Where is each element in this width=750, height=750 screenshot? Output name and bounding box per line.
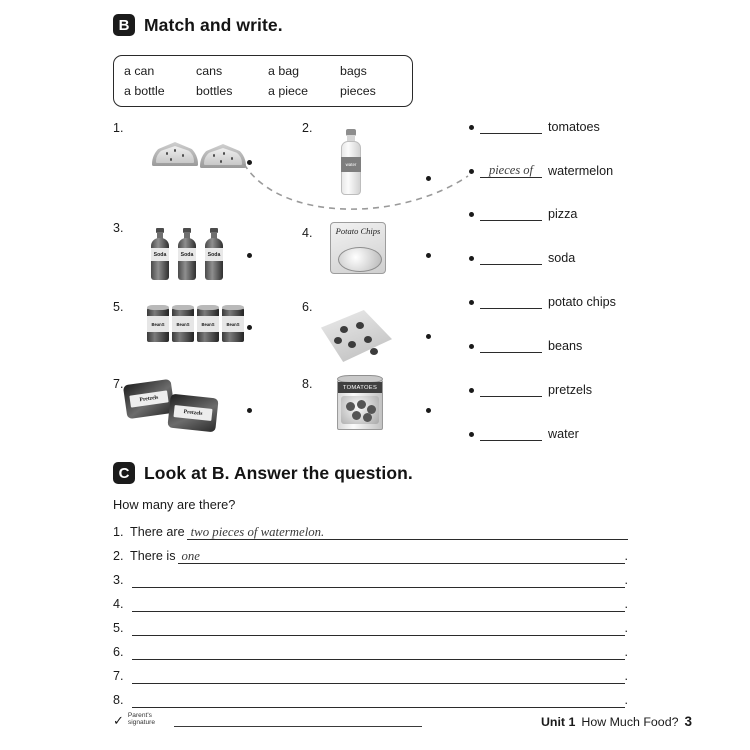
answer-word: pizza — [548, 207, 578, 221]
word-bank-item: a bottle — [124, 83, 165, 98]
answer-word: watermelon — [548, 164, 614, 178]
answer-blank[interactable] — [480, 251, 542, 265]
word-bank-item: pieces — [340, 83, 376, 98]
can-label-text: BeanS — [151, 321, 165, 327]
answer-blank[interactable] — [480, 427, 542, 441]
item-number-8: 8. — [302, 377, 313, 391]
word-bank-item: bottles — [196, 83, 233, 98]
c-answer-row-2[interactable] — [113, 544, 628, 564]
page-number: 3 — [684, 714, 692, 729]
item-number-2: 2. — [302, 121, 313, 135]
word-bank-item: bags — [340, 63, 367, 78]
answer-row-1[interactable] — [469, 120, 600, 134]
section-b-badge: B — [113, 14, 135, 36]
answer-row-6[interactable] — [469, 339, 582, 353]
c-answer-row-4[interactable] — [113, 592, 628, 612]
word-bank-item: cans — [196, 63, 223, 78]
c-line-number: 3. — [113, 573, 124, 587]
c-answer-row-3[interactable] — [113, 568, 628, 588]
can-label-text: BeanS — [201, 321, 215, 327]
c-line-period: . — [624, 669, 628, 683]
word-bank-item: a bag — [268, 63, 300, 78]
word-bank-item: a piece — [268, 83, 308, 98]
match-dot-4[interactable] — [426, 253, 431, 258]
signature-label: Parent's signature — [127, 712, 156, 727]
section-c-question: How many are there? — [113, 497, 236, 512]
section-b-header — [113, 14, 283, 36]
c-line-input[interactable] — [132, 597, 625, 612]
c-line-number: 8. — [113, 693, 124, 707]
chips-label-text: Potato Chips — [335, 226, 381, 236]
answer-word: pretzels — [548, 383, 593, 397]
answer-blank[interactable] — [480, 339, 542, 353]
match-dot-5[interactable] — [247, 325, 252, 330]
item-number-4: 4. — [302, 226, 313, 240]
c-line-input[interactable] — [132, 693, 625, 708]
c-answer-row-5[interactable] — [113, 616, 628, 636]
answer-row-5[interactable] — [469, 295, 616, 309]
c-answer-row-6[interactable] — [113, 640, 628, 660]
c-answer-row-7[interactable] — [113, 664, 628, 684]
c-line-input[interactable] — [132, 573, 625, 588]
answer-row-4[interactable] — [469, 251, 575, 265]
c-line-number: 5. — [113, 621, 124, 635]
c-line-period: . — [624, 573, 628, 587]
tomato-can-label-text: TOMATOES — [342, 384, 378, 391]
soda-label-text: Soda — [153, 251, 167, 258]
c-line-input[interactable] — [132, 621, 625, 636]
check-icon: ✓ — [113, 712, 124, 728]
answer-row-2[interactable] — [469, 164, 613, 178]
answer-bullet[interactable] — [469, 432, 474, 437]
section-c-title: Look at B. Answer the question. — [144, 462, 413, 483]
c-line-input[interactable]: two pieces of watermelon. — [187, 525, 628, 540]
c-line-input[interactable]: one — [178, 549, 625, 564]
footer-unit-title: How Much Food? — [581, 715, 679, 729]
answer-bullet[interactable] — [469, 300, 474, 305]
bottle-label-text: water — [345, 162, 357, 167]
can-label-text: BeanS — [226, 321, 240, 327]
word-bank-item: a can — [124, 63, 155, 78]
match-dot-7[interactable] — [247, 408, 252, 413]
section-b-title: Match and write. — [144, 14, 283, 35]
match-connector-line — [240, 150, 490, 210]
answer-bullet[interactable] — [469, 256, 474, 261]
c-line-prefix: There are — [130, 525, 185, 539]
item-number-6: 6. — [302, 300, 313, 314]
answer-blank[interactable] — [480, 120, 542, 134]
answer-bullet[interactable] — [469, 344, 474, 349]
answer-bullet[interactable] — [469, 212, 474, 217]
section-c-header — [113, 462, 413, 484]
answer-word: beans — [548, 339, 583, 353]
c-answer-row-8[interactable] — [113, 688, 628, 708]
c-line-number: 1. — [113, 525, 124, 539]
item-number-5: 5. — [113, 300, 124, 314]
c-line-period: . — [624, 549, 628, 563]
c-line-input[interactable] — [132, 669, 625, 684]
answer-blank[interactable] — [480, 295, 542, 309]
answer-row-3[interactable] — [469, 207, 577, 221]
answer-row-7[interactable] — [469, 383, 592, 397]
answer-bullet[interactable] — [469, 388, 474, 393]
c-line-period: . — [624, 597, 628, 611]
signature-line[interactable] — [174, 715, 422, 727]
c-line-number: 2. — [113, 549, 124, 563]
can-label-text: BeanS — [176, 321, 190, 327]
item-number-3: 3. — [113, 221, 124, 235]
footer-unit-info — [541, 714, 692, 729]
c-line-period: . — [624, 645, 628, 659]
answer-blank[interactable] — [480, 383, 542, 397]
c-line-number: 6. — [113, 645, 124, 659]
answer-blank[interactable]: pieces of — [480, 164, 542, 178]
answer-row-8[interactable] — [469, 427, 579, 441]
c-line-number: 7. — [113, 669, 124, 683]
answer-bullet[interactable] — [469, 169, 474, 174]
match-dot-8[interactable] — [426, 408, 431, 413]
word-bank-box — [113, 55, 413, 107]
match-dot-6[interactable] — [426, 334, 431, 339]
answer-word: tomatoes — [548, 120, 600, 134]
pretzel-label-text: Pretzels — [183, 409, 203, 417]
match-dot-2[interactable] — [426, 176, 431, 181]
answer-word: potato chips — [548, 295, 616, 309]
c-line-period: . — [624, 621, 628, 635]
section-c-badge: C — [113, 462, 135, 484]
parent-signature-area[interactable] — [113, 712, 422, 727]
c-line-number: 4. — [113, 597, 124, 611]
footer-unit: Unit 1 — [540, 715, 576, 729]
soda-label-text: Soda — [207, 251, 221, 258]
c-answer-row-1[interactable] — [113, 520, 628, 540]
answer-word: water — [548, 427, 579, 441]
answer-bullet[interactable] — [469, 125, 474, 130]
pretzel-label-text: Pretzels — [139, 394, 159, 404]
answer-blank[interactable] — [480, 207, 542, 221]
match-dot-3[interactable] — [247, 253, 252, 258]
answer-word: soda — [548, 251, 576, 265]
item-number-7: 7. — [113, 377, 124, 391]
match-dot-1[interactable] — [247, 160, 252, 165]
c-line-period: . — [624, 693, 628, 707]
soda-label-text: Soda — [180, 251, 194, 258]
c-line-input[interactable] — [132, 645, 625, 660]
item-number-1: 1. — [113, 121, 124, 135]
c-line-prefix: There is — [130, 549, 176, 563]
